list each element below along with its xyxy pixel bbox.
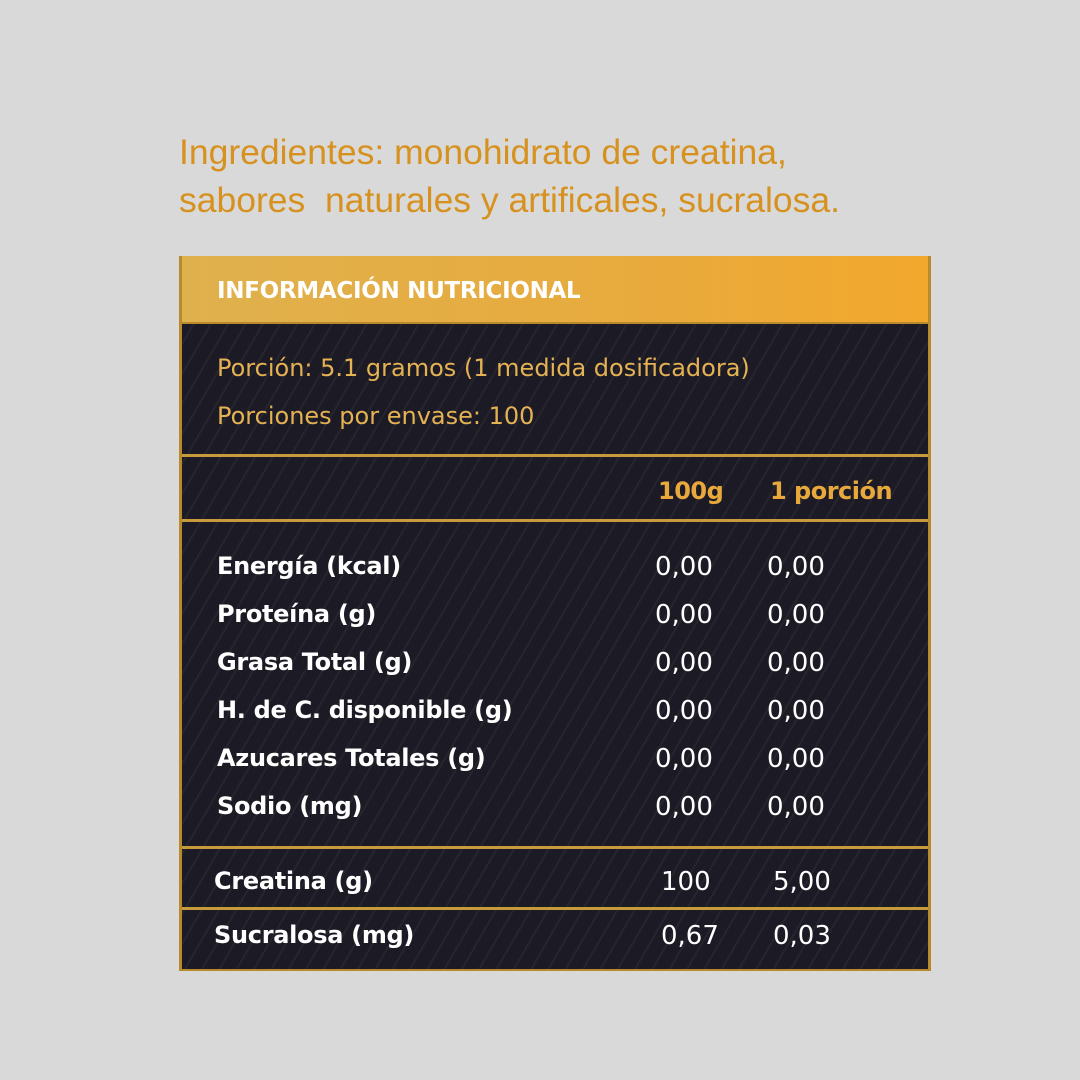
- ingredients-text: [179, 128, 1039, 224]
- divider: [182, 907, 928, 910]
- divider: [182, 846, 928, 849]
- ingredients-line-1: Ingredientes: monohidrato de creatina,: [179, 132, 787, 172]
- nutrient-value-serving: 0,00: [767, 744, 825, 774]
- supplement-value-100g: 100: [661, 867, 711, 897]
- nutrient-row: [182, 744, 928, 792]
- supplement-value-serving: 0,03: [773, 921, 831, 951]
- divider: [182, 519, 928, 522]
- serving-size: Porción: 5.1 gramos (1 medida dosificadora): [217, 354, 750, 382]
- nutrient-row: [182, 600, 928, 648]
- column-header-100g: 100g: [658, 477, 724, 505]
- nutrient-row: [182, 792, 928, 840]
- ingredients-line-2: sabores naturales y artificales, sucralosa.: [179, 180, 840, 220]
- supplement-value-serving: 5,00: [773, 867, 831, 897]
- nutrient-label: Azucares Totales (g): [217, 744, 486, 772]
- nutrient-value-100g: 0,00: [655, 792, 713, 822]
- nutrient-value-100g: 0,00: [655, 744, 713, 774]
- nutrient-label: Energía (kcal): [217, 552, 401, 580]
- nutrient-value-serving: 0,00: [767, 696, 825, 726]
- nutrient-row: [182, 648, 928, 696]
- nutrient-label: Grasa Total (g): [217, 648, 413, 676]
- nutrient-value-100g: 0,00: [655, 552, 713, 582]
- nutrient-value-100g: 0,00: [655, 648, 713, 678]
- supplement-label: Creatina (g): [214, 867, 373, 895]
- nutrient-value-100g: 0,00: [655, 600, 713, 630]
- nutrient-label: Proteína (g): [217, 600, 377, 628]
- nutrition-panel: [179, 256, 931, 971]
- servings-per-container: Porciones por envase: 100: [217, 402, 535, 430]
- nutrient-value-serving: 0,00: [767, 648, 825, 678]
- nutrient-label: Sodio (mg): [217, 792, 363, 820]
- divider: [182, 454, 928, 457]
- supplement-label: Sucralosa (mg): [214, 921, 415, 949]
- nutrition-header-bar: [182, 256, 928, 324]
- nutrient-value-serving: 0,00: [767, 552, 825, 582]
- nutrient-value-serving: 0,00: [767, 792, 825, 822]
- nutrient-value-serving: 0,00: [767, 600, 825, 630]
- column-header-serving: 1 porción: [770, 477, 893, 505]
- nutrient-value-100g: 0,00: [655, 696, 713, 726]
- supplement-value-100g: 0,67: [661, 921, 719, 951]
- supplement-row: [182, 921, 928, 969]
- nutrient-label: H. de C. disponible (g): [217, 696, 513, 724]
- nutrition-title: INFORMACIÓN NUTRICIONAL: [217, 278, 581, 304]
- nutrient-row: [182, 696, 928, 744]
- nutrient-row: [182, 552, 928, 600]
